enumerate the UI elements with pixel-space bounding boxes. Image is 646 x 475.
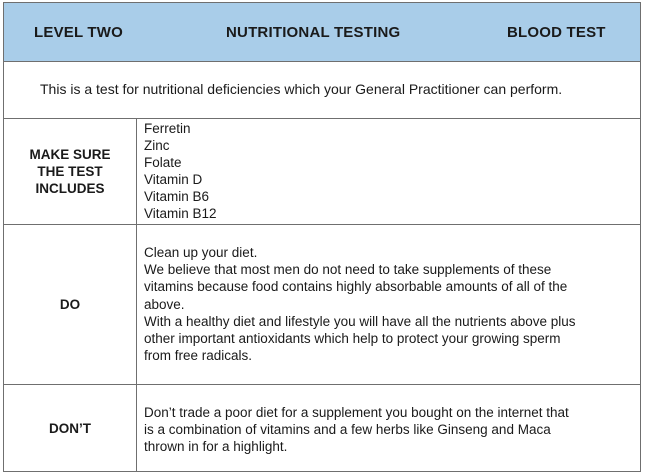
nutrition-table [3,2,641,472]
dont-row [4,385,640,471]
list-item: Ferretin [144,121,191,136]
do-label-cell [4,225,137,384]
list-item: Vitamin B12 [144,206,217,221]
dont-label-cell [4,385,137,471]
text-line: Clean up your diet. [144,245,258,260]
text-line: other important antioxidants which help to protect your growing sperm [144,331,561,347]
text-line: above. [144,296,185,312]
list-item: Zinc [144,138,170,153]
table-header [4,3,640,62]
text-line: thrown in for a highlight. [144,439,288,455]
do-label: DO [59,297,81,312]
text-line: We believe that most men do not need to take supplements of these [144,262,552,278]
do-row [4,225,640,385]
intro-row [4,62,640,119]
includes-content-cell [144,119,634,224]
text-line: With a healthy diet and lifestyle you will have all the nutrients above plus [144,313,576,329]
text-line: vitamins because food contains highly absorbable amounts of all of the [144,279,568,295]
text-line: Don’t trade a poor diet for a supplement you bought on the internet that [144,405,569,420]
includes-row [4,119,640,225]
includes-label-cell [4,119,137,224]
list-item: Vitamin D [144,172,203,187]
list-item: Vitamin B6 [144,189,210,204]
intro-text: This is a test for nutritional deficiencies which your General Practitioner can perform. [40,81,563,97]
includes-label: MAKE SURE THE TEST INCLUDES [29,147,111,196]
list-item: Folate [144,155,182,170]
text-line: is a combination of vitamins and a few herbs like Ginseng and Maca [144,422,551,438]
section-title: NUTRITIONAL TESTING [226,24,401,41]
dont-label: DON’T [49,420,91,436]
do-text [144,244,576,364]
test-type-label: BLOOD TEST [507,24,606,41]
level-label: LEVEL TWO [34,24,124,41]
test-items-list [144,120,217,222]
dont-content-cell [144,385,634,471]
dont-text [144,404,569,456]
do-content-cell [144,225,634,384]
text-line: from free radicals. [144,348,253,364]
